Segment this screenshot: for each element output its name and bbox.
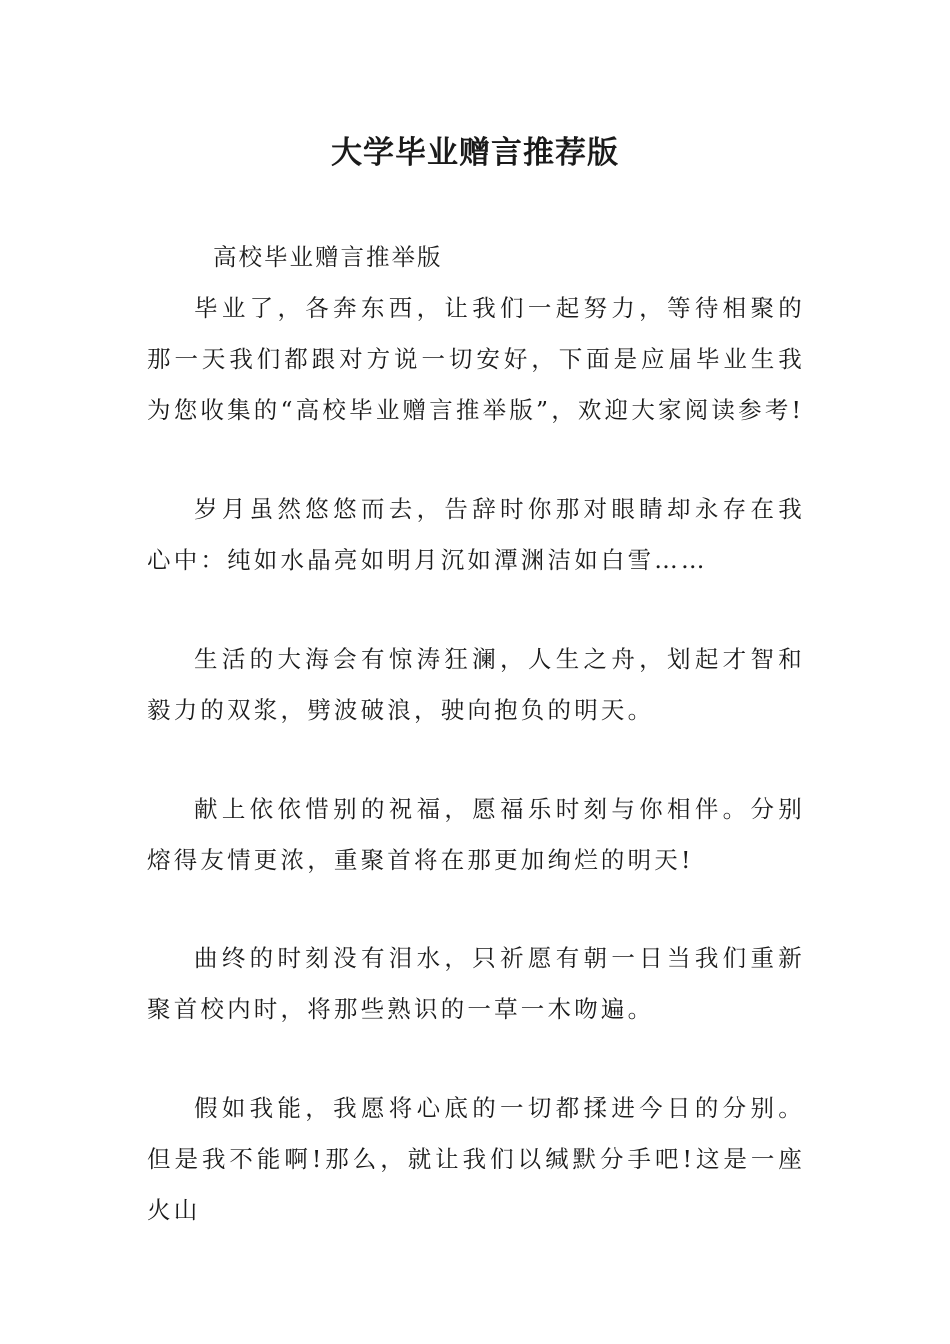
paragraph-1: 岁月虽然悠悠而去，告辞时你那对眼睛却永存在我心中：纯如水晶亮如明月沉如潭渊洁如白雪…… (147, 495, 805, 574)
document-title: 大学毕业赠言推荐版 (331, 135, 619, 171)
paragraph-5: 假如我能，我愿将心底的一切都揉进今日的分别。但是我不能啊!那么，就让我们以缄默分手吧!这是一座火山 (147, 1094, 805, 1224)
paragraph-intro: 毕业了，各奔东西，让我们一起努力，等待相聚的那一天我们都跟对方说一切安好，下面是应届毕业生我为您收集的“高校毕业赠言推举版”，欢迎大家阅读参考! (147, 294, 805, 424)
paragraph-4: 曲终的时刻没有泪水，只祈愿有朝一日当我们重新聚首校内时，将那些熟识的一草一木吻遍。 (147, 944, 805, 1023)
document-subtitle: 高校毕业赠言推举版 (213, 243, 443, 271)
paragraph-3: 献上依依惜别的祝福，愿福乐时刻与你相伴。分别熔得友情更浓，重聚首将在那更加绚烂的明天! (147, 795, 805, 874)
paragraph-2: 生活的大海会有惊涛狂澜，人生之舟，划起才智和毅力的双浆，劈波破浪，驶向抱负的明天。 (147, 645, 805, 724)
